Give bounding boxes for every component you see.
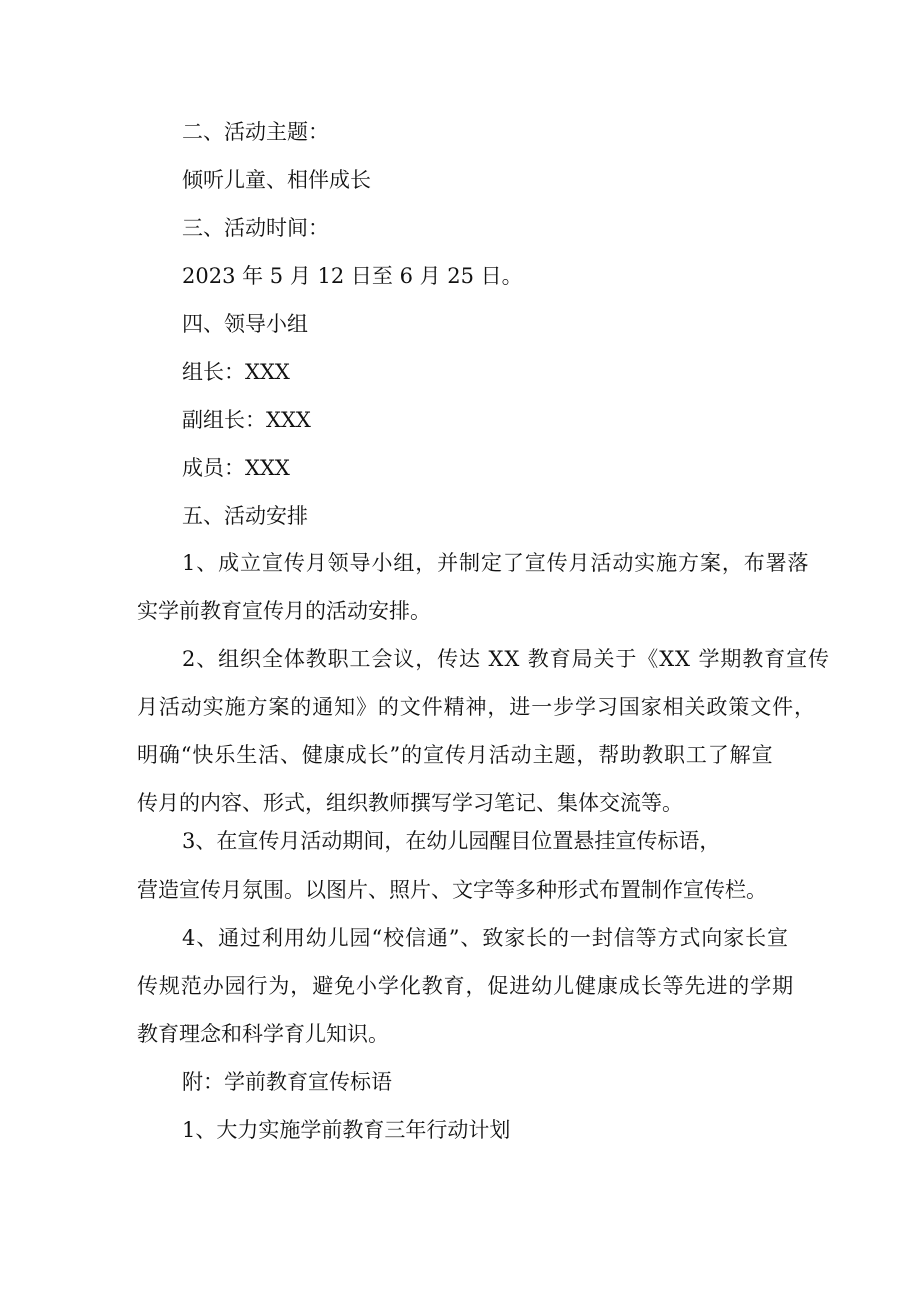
slogan-1: 1、大力实施学前教育三年行动计划 (182, 1118, 511, 1142)
members-line: 成员：XXX (182, 456, 290, 480)
arrangement-4-line-1: 4、通过利用幼儿园“校信通”、致家长的一封信等方式向家长宣 (182, 926, 789, 950)
time-body: 2023 年 5 月 12 日至 6 月 25 日。 (182, 264, 523, 288)
arrangement-2-line-4: 传月的内容、形式，组织教师撰写学习笔记、集体交流等。 (137, 791, 683, 815)
arrangement-1-line-2: 实学前教育宣传月的活动安排。 (137, 599, 431, 623)
theme-body: 倾听儿童、相伴成长 (182, 168, 371, 192)
arrangement-3-line-1: 3、在宣传月活动期间，在幼儿园醒目位置悬挂宣传标语， (182, 829, 721, 853)
arrangement-4-line-2: 传规范办园行为，避免小学化教育，促进幼儿健康成长等先进的学期 (137, 974, 794, 998)
arrangement-heading: 五、活动安排 (182, 504, 308, 528)
leader-line: 组长：XXX (182, 360, 290, 384)
time-heading: 三、活动时间： (182, 216, 329, 240)
theme-heading: 二、活动主题： (182, 120, 329, 144)
arrangement-2-line-2: 月活动实施方案的通知》的文件精神，进一步学习国家相关政策文件， (137, 695, 816, 719)
arrangement-2-line-1: 2、组织全体教职工会议，传达 XX 教育局关于《XX 学期教育宣传 (182, 647, 830, 671)
group-heading: 四、领导小组 (182, 312, 308, 336)
arrangement-2-line-3: 明确“快乐生活、健康成长”的宣传月活动主题，帮助教职工了解宣 (137, 743, 774, 767)
appendix-heading: 附：学前教育宣传标语 (182, 1070, 392, 1094)
arrangement-1-line-1: 1、成立宣传月领导小组，并制定了宣传月活动实施方案，布署落 (182, 551, 810, 575)
arrangement-4-line-3: 教育理念和科学育儿知识。 (137, 1022, 389, 1046)
arrangement-3-line-2: 营造宣传月氛围。以图片、照片、文字等多种形式布置制作宣传栏。 (137, 878, 767, 902)
deputy-leader-line: 副组长：XXX (182, 408, 311, 432)
